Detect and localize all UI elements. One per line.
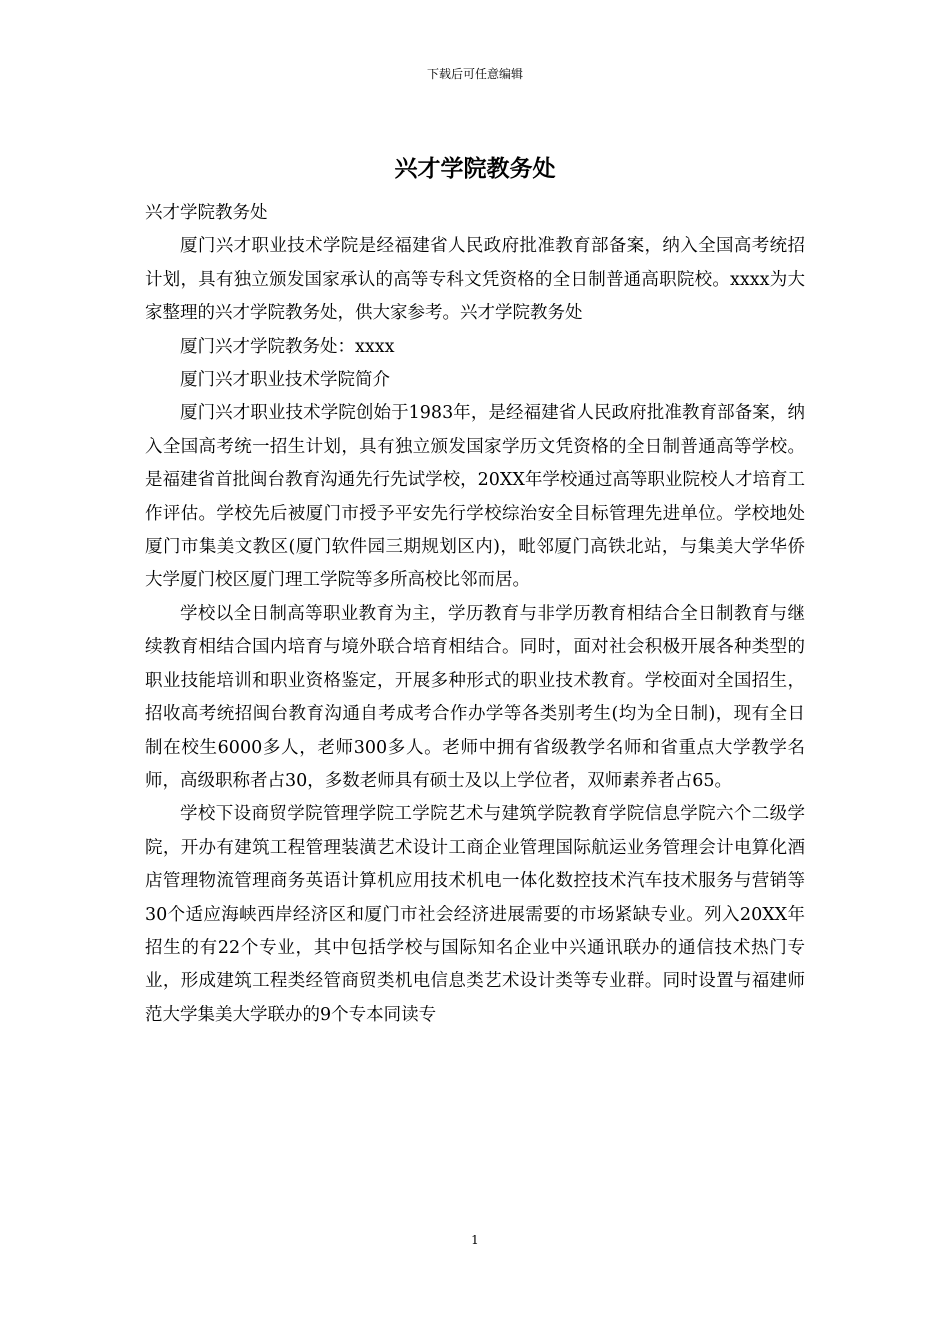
paragraph-office: 厦门兴才学院教务处：xxxx: [180, 336, 395, 357]
page-number: 1: [471, 1233, 479, 1247]
paragraph-departments: 学校下设商贸学院管理学院工学院艺术与建筑学院教育学院信息学院六个二级学院，开办有建筑工程管理装潢艺术设计工商企业管理国际航运业务管理会计电算化酒店管理物流管理商务英语计算机应用技术机电一体化数控技术汽车技术服务与营销等30个适应海峡西岸经济区和厦门市社会经济进展需要的市场紧缺专业。列入20XX年招生的有22个专业，其中包括学校与国际知名企业中兴通讯联办的通信技术热门专业，形成建筑工程类经管商贸类机电信息类艺术设计类等专业群。同时设置与福建师范大学集美大学联办的9个专本同读专: [145, 804, 805, 1025]
paragraph-subtitle: 兴才学院教务处: [145, 203, 268, 223]
paragraph-education: 学校以全日制高等职业教育为主，学历教育与非学历教育相结合全日制教育与继续教育相结合国内培育与境外联合培育相结合。同时，面对社会积极开展各种类型的职业技能培训和职业资格鉴定，开展多种形式的职业技术教育。学校面对全国招生，招收高考统招闽台教育沟通自考成考合作办学等各类别考生(均为全日制)，现有全日制在校生6000多人，老师300多人。老师中拥有省级教学名师和省重点大学教学名师，高级职称者占30，多数老师具有硕士及以上学位者，双师素养者占65。: [145, 603, 805, 791]
paragraph-history: 厦门兴才职业技术学院创始于1983年，是经福建省人民政府批准教育部备案，纳入全国高考统一招生计划，具有独立颁发国家学历文凭资格的全日制普通高等学校。是福建省首批闽台教育沟通先行先试学校，20XX年学校通过高等职业院校人才培育工作评估。学校先后被厦门市授予平安先行学校综治安全目标管理先进单位。学校地处厦门市集美文教区(厦门软件园三期规划区内)，毗邻厦门高铁北站，与集美大学华侨大学厦门校区厦门理工学院等多所高校比邻而居。: [145, 403, 805, 591]
document-body: [145, 197, 805, 1032]
document-title: 兴才学院教务处: [394, 155, 556, 182]
header-note: 下载后可任意编辑: [426, 67, 523, 81]
paragraph-section-heading: 厦门兴才职业技术学院简介: [180, 370, 390, 391]
paragraph-intro: 厦门兴才职业技术学院是经福建省人民政府批准教育部备案，纳入全国高考统招计划，具有独立颁发国家承认的高等专科文凭资格的全日制普通高职院校。xxxx为大家整理的兴才学院教务处，供大家参考。兴才学院教务处: [145, 236, 805, 324]
